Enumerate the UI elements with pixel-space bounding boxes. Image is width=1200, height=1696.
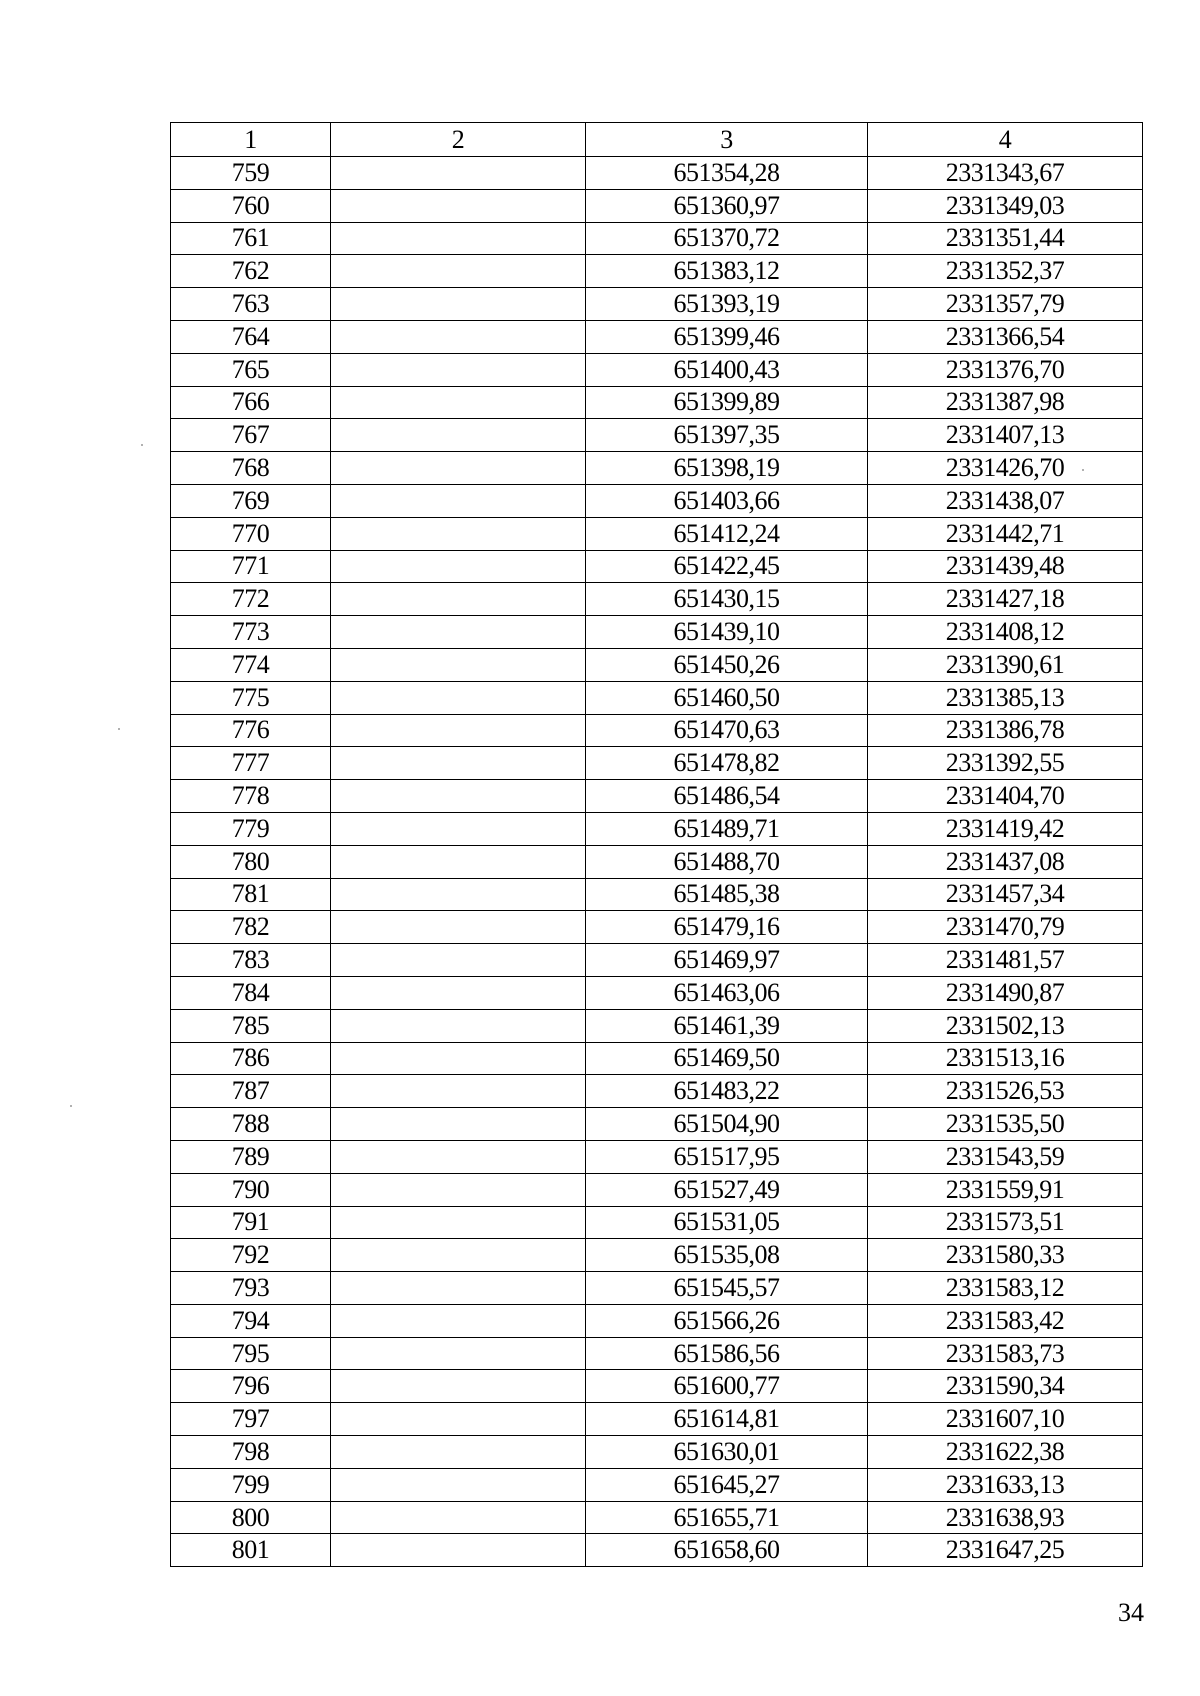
y-coordinate-cell: 2331438,07 <box>868 484 1143 517</box>
point-number-cell: 793 <box>171 1272 331 1305</box>
y-coordinate-cell: 2331351,44 <box>868 222 1143 255</box>
empty-cell <box>331 681 586 714</box>
y-coordinate-cell: 2331502,13 <box>868 1009 1143 1042</box>
empty-cell <box>331 419 586 452</box>
point-number-cell: 792 <box>171 1239 331 1272</box>
empty-cell <box>331 1468 586 1501</box>
x-coordinate-cell: 651504,90 <box>586 1108 868 1141</box>
y-coordinate-cell: 2331638,93 <box>868 1501 1143 1534</box>
x-coordinate-cell: 651485,38 <box>586 878 868 911</box>
table-row <box>171 1108 1143 1141</box>
column-header-4: 4 <box>868 123 1143 157</box>
y-coordinate-cell: 2331407,13 <box>868 419 1143 452</box>
empty-cell <box>331 1108 586 1141</box>
point-number-cell: 788 <box>171 1108 331 1141</box>
empty-cell <box>331 1239 586 1272</box>
empty-cell <box>331 1272 586 1305</box>
y-coordinate-cell: 2331543,59 <box>868 1140 1143 1173</box>
empty-cell <box>331 616 586 649</box>
table-row <box>171 550 1143 583</box>
y-coordinate-cell: 2331390,61 <box>868 648 1143 681</box>
y-coordinate-cell: 2331607,10 <box>868 1403 1143 1436</box>
empty-cell <box>331 1042 586 1075</box>
empty-cell <box>331 1370 586 1403</box>
empty-cell <box>331 1304 586 1337</box>
point-number-cell: 781 <box>171 878 331 911</box>
table-row <box>171 1403 1143 1436</box>
empty-cell <box>331 1337 586 1370</box>
y-coordinate-cell: 2331349,03 <box>868 189 1143 222</box>
y-coordinate-cell: 2331633,13 <box>868 1468 1143 1501</box>
scan-speck <box>1082 469 1084 471</box>
table-row <box>171 1173 1143 1206</box>
table-row <box>171 747 1143 780</box>
table-row <box>171 386 1143 419</box>
table-row <box>171 1304 1143 1337</box>
x-coordinate-cell: 651383,12 <box>586 255 868 288</box>
table-row <box>171 845 1143 878</box>
table-row <box>171 353 1143 386</box>
empty-cell <box>331 1403 586 1436</box>
x-coordinate-cell: 651489,71 <box>586 812 868 845</box>
empty-cell <box>331 1436 586 1469</box>
point-number-cell: 762 <box>171 255 331 288</box>
empty-cell <box>331 222 586 255</box>
x-coordinate-cell: 651470,63 <box>586 714 868 747</box>
empty-cell <box>331 1501 586 1534</box>
x-coordinate-cell: 651360,97 <box>586 189 868 222</box>
y-coordinate-cell: 2331513,16 <box>868 1042 1143 1075</box>
x-coordinate-cell: 651400,43 <box>586 353 868 386</box>
y-coordinate-cell: 2331419,42 <box>868 812 1143 845</box>
y-coordinate-cell: 2331366,54 <box>868 320 1143 353</box>
table-row <box>171 648 1143 681</box>
empty-cell <box>331 1173 586 1206</box>
empty-cell <box>331 878 586 911</box>
x-coordinate-cell: 651527,49 <box>586 1173 868 1206</box>
x-coordinate-cell: 651439,10 <box>586 616 868 649</box>
table-row <box>171 1009 1143 1042</box>
point-number-cell: 765 <box>171 353 331 386</box>
x-coordinate-cell: 651460,50 <box>586 681 868 714</box>
x-coordinate-cell: 651399,89 <box>586 386 868 419</box>
x-coordinate-cell: 651463,06 <box>586 976 868 1009</box>
table-row <box>171 320 1143 353</box>
empty-cell <box>331 911 586 944</box>
point-number-cell: 798 <box>171 1436 331 1469</box>
x-coordinate-cell: 651535,08 <box>586 1239 868 1272</box>
header-row <box>171 123 1143 157</box>
empty-cell <box>331 714 586 747</box>
point-number-cell: 801 <box>171 1534 331 1567</box>
scan-speck <box>70 1105 72 1107</box>
column-header-1: 1 <box>171 123 331 157</box>
x-coordinate-cell: 651430,15 <box>586 583 868 616</box>
empty-cell <box>331 484 586 517</box>
point-number-cell: 785 <box>171 1009 331 1042</box>
point-number-cell: 787 <box>171 1075 331 1108</box>
x-coordinate-cell: 651586,56 <box>586 1337 868 1370</box>
point-number-cell: 786 <box>171 1042 331 1075</box>
y-coordinate-cell: 2331387,98 <box>868 386 1143 419</box>
x-coordinate-cell: 651403,66 <box>586 484 868 517</box>
table-row <box>171 878 1143 911</box>
table-row <box>171 255 1143 288</box>
y-coordinate-cell: 2331535,50 <box>868 1108 1143 1141</box>
empty-cell <box>331 320 586 353</box>
x-coordinate-cell: 651645,27 <box>586 1468 868 1501</box>
y-coordinate-cell: 2331590,34 <box>868 1370 1143 1403</box>
x-coordinate-cell: 651483,22 <box>586 1075 868 1108</box>
empty-cell <box>331 517 586 550</box>
x-coordinate-cell: 651655,71 <box>586 1501 868 1534</box>
point-number-cell: 797 <box>171 1403 331 1436</box>
x-coordinate-cell: 651517,95 <box>586 1140 868 1173</box>
point-number-cell: 789 <box>171 1140 331 1173</box>
empty-cell <box>331 747 586 780</box>
point-number-cell: 759 <box>171 157 331 190</box>
empty-cell <box>331 353 586 386</box>
empty-cell <box>331 1534 586 1567</box>
x-coordinate-cell: 651488,70 <box>586 845 868 878</box>
y-coordinate-cell: 2331583,73 <box>868 1337 1143 1370</box>
y-coordinate-cell: 2331526,53 <box>868 1075 1143 1108</box>
point-number-cell: 776 <box>171 714 331 747</box>
x-coordinate-cell: 651614,81 <box>586 1403 868 1436</box>
empty-cell <box>331 255 586 288</box>
x-coordinate-cell: 651630,01 <box>586 1436 868 1469</box>
empty-cell <box>331 583 586 616</box>
empty-cell <box>331 1140 586 1173</box>
table-row <box>171 944 1143 977</box>
point-number-cell: 778 <box>171 780 331 813</box>
empty-cell <box>331 189 586 222</box>
point-number-cell: 777 <box>171 747 331 780</box>
table-body <box>171 157 1143 1567</box>
y-coordinate-cell: 2331376,70 <box>868 353 1143 386</box>
scan-speck <box>118 728 120 730</box>
point-number-cell: 772 <box>171 583 331 616</box>
point-number-cell: 774 <box>171 648 331 681</box>
y-coordinate-cell: 2331392,55 <box>868 747 1143 780</box>
point-number-cell: 763 <box>171 288 331 321</box>
y-coordinate-cell: 2331385,13 <box>868 681 1143 714</box>
point-number-cell: 770 <box>171 517 331 550</box>
table-row <box>171 288 1143 321</box>
table-row <box>171 1042 1143 1075</box>
point-number-cell: 764 <box>171 320 331 353</box>
empty-cell <box>331 1009 586 1042</box>
point-number-cell: 767 <box>171 419 331 452</box>
y-coordinate-cell: 2331583,42 <box>868 1304 1143 1337</box>
point-number-cell: 773 <box>171 616 331 649</box>
empty-cell <box>331 648 586 681</box>
empty-cell <box>331 1206 586 1239</box>
point-number-cell: 783 <box>171 944 331 977</box>
point-number-cell: 799 <box>171 1468 331 1501</box>
point-number-cell: 794 <box>171 1304 331 1337</box>
point-number-cell: 760 <box>171 189 331 222</box>
table-row <box>171 1370 1143 1403</box>
table-row <box>171 452 1143 485</box>
table-row <box>171 189 1143 222</box>
table-row <box>171 1337 1143 1370</box>
y-coordinate-cell: 2331439,48 <box>868 550 1143 583</box>
x-coordinate-cell: 651354,28 <box>586 157 868 190</box>
empty-cell <box>331 976 586 1009</box>
table-row <box>171 1206 1143 1239</box>
y-coordinate-cell: 2331583,12 <box>868 1272 1143 1305</box>
x-coordinate-cell: 651469,97 <box>586 944 868 977</box>
table-row <box>171 1436 1143 1469</box>
y-coordinate-cell: 2331426,70 <box>868 452 1143 485</box>
x-coordinate-cell: 651393,19 <box>586 288 868 321</box>
empty-cell <box>331 452 586 485</box>
table-row <box>171 1468 1143 1501</box>
table-row <box>171 714 1143 747</box>
point-number-cell: 795 <box>171 1337 331 1370</box>
empty-cell <box>331 550 586 583</box>
point-number-cell: 769 <box>171 484 331 517</box>
y-coordinate-cell: 2331481,57 <box>868 944 1143 977</box>
y-coordinate-cell: 2331442,71 <box>868 517 1143 550</box>
empty-cell <box>331 845 586 878</box>
x-coordinate-cell: 651478,82 <box>586 747 868 780</box>
table-row <box>171 1534 1143 1567</box>
x-coordinate-cell: 651397,35 <box>586 419 868 452</box>
x-coordinate-cell: 651479,16 <box>586 911 868 944</box>
point-number-cell: 771 <box>171 550 331 583</box>
y-coordinate-cell: 2331470,79 <box>868 911 1143 944</box>
empty-cell <box>331 812 586 845</box>
table-row <box>171 419 1143 452</box>
point-number-cell: 790 <box>171 1173 331 1206</box>
y-coordinate-cell: 2331427,18 <box>868 583 1143 616</box>
table-row <box>171 1272 1143 1305</box>
point-number-cell: 768 <box>171 452 331 485</box>
point-number-cell: 779 <box>171 812 331 845</box>
table-row <box>171 616 1143 649</box>
empty-cell <box>331 780 586 813</box>
point-number-cell: 775 <box>171 681 331 714</box>
x-coordinate-cell: 651566,26 <box>586 1304 868 1337</box>
y-coordinate-cell: 2331457,34 <box>868 878 1143 911</box>
x-coordinate-cell: 651469,50 <box>586 1042 868 1075</box>
y-coordinate-cell: 2331404,70 <box>868 780 1143 813</box>
table-row <box>171 1140 1143 1173</box>
point-number-cell: 800 <box>171 1501 331 1534</box>
y-coordinate-cell: 2331622,38 <box>868 1436 1143 1469</box>
x-coordinate-cell: 651486,54 <box>586 780 868 813</box>
point-number-cell: 780 <box>171 845 331 878</box>
table-row <box>171 1239 1143 1272</box>
y-coordinate-cell: 2331357,79 <box>868 288 1143 321</box>
point-number-cell: 782 <box>171 911 331 944</box>
coordinates-table <box>170 122 1143 1567</box>
empty-cell <box>331 288 586 321</box>
x-coordinate-cell: 651461,39 <box>586 1009 868 1042</box>
table-row <box>171 517 1143 550</box>
y-coordinate-cell: 2331580,33 <box>868 1239 1143 1272</box>
point-number-cell: 791 <box>171 1206 331 1239</box>
point-number-cell: 784 <box>171 976 331 1009</box>
point-number-cell: 761 <box>171 222 331 255</box>
column-header-2: 2 <box>331 123 586 157</box>
table-row <box>171 1075 1143 1108</box>
x-coordinate-cell: 651370,72 <box>586 222 868 255</box>
x-coordinate-cell: 651600,77 <box>586 1370 868 1403</box>
y-coordinate-cell: 2331437,08 <box>868 845 1143 878</box>
x-coordinate-cell: 651545,57 <box>586 1272 868 1305</box>
x-coordinate-cell: 651450,26 <box>586 648 868 681</box>
table-header <box>171 123 1143 157</box>
y-coordinate-cell: 2331386,78 <box>868 714 1143 747</box>
column-header-3: 3 <box>586 123 868 157</box>
y-coordinate-cell: 2331490,87 <box>868 976 1143 1009</box>
empty-cell <box>331 1075 586 1108</box>
x-coordinate-cell: 651531,05 <box>586 1206 868 1239</box>
table-row <box>171 583 1143 616</box>
x-coordinate-cell: 651398,19 <box>586 452 868 485</box>
table-row <box>171 484 1143 517</box>
point-number-cell: 766 <box>171 386 331 419</box>
x-coordinate-cell: 651412,24 <box>586 517 868 550</box>
table-row <box>171 976 1143 1009</box>
table-row <box>171 222 1143 255</box>
y-coordinate-cell: 2331559,91 <box>868 1173 1143 1206</box>
table-row <box>171 1501 1143 1534</box>
y-coordinate-cell: 2331408,12 <box>868 616 1143 649</box>
point-number-cell: 796 <box>171 1370 331 1403</box>
y-coordinate-cell: 2331352,37 <box>868 255 1143 288</box>
y-coordinate-cell: 2331647,25 <box>868 1534 1143 1567</box>
y-coordinate-cell: 2331343,67 <box>868 157 1143 190</box>
x-coordinate-cell: 651658,60 <box>586 1534 868 1567</box>
table-row <box>171 780 1143 813</box>
x-coordinate-cell: 651422,45 <box>586 550 868 583</box>
empty-cell <box>331 386 586 419</box>
empty-cell <box>331 944 586 977</box>
table-row <box>171 911 1143 944</box>
y-coordinate-cell: 2331573,51 <box>868 1206 1143 1239</box>
scan-speck <box>141 444 143 446</box>
page-number: 34 <box>1118 1598 1144 1627</box>
table-row <box>171 681 1143 714</box>
x-coordinate-cell: 651399,46 <box>586 320 868 353</box>
table-row <box>171 812 1143 845</box>
empty-cell <box>331 157 586 190</box>
table-row <box>171 157 1143 190</box>
